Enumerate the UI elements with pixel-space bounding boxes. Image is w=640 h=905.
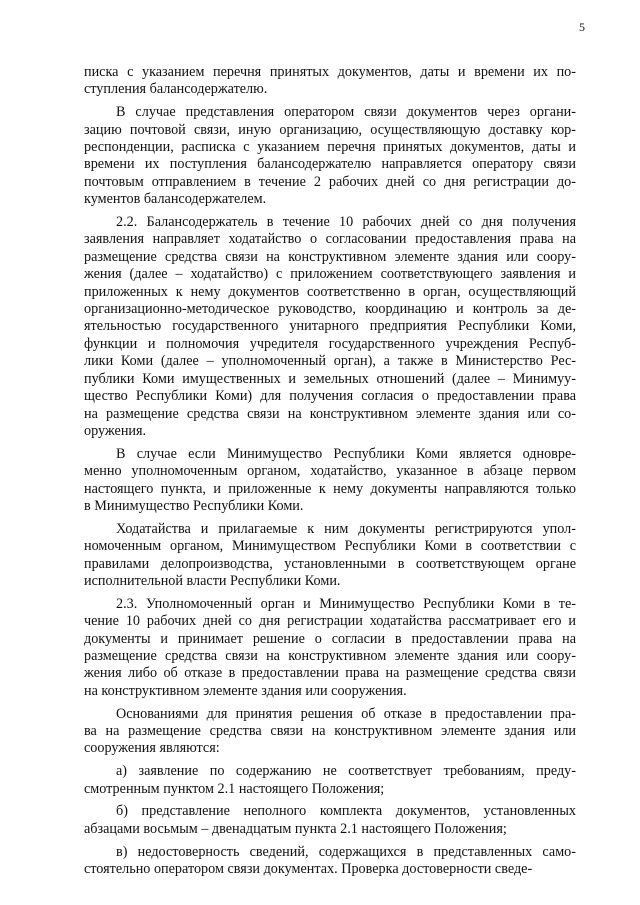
text-line: в) недостоверность сведений, содержащихся в представленных само- (116, 843, 576, 860)
text-line: документы и принимает решение о согласии в предоставлении права на (84, 630, 576, 647)
text-line: абзацами восьмым – двенадцатым пункта 2.1 настоящего Положения; (84, 820, 507, 837)
text-line: В случае представления оператором связи документов через органи- (116, 104, 576, 121)
text-line: времени их поступления балансодержателю направляется оператору связи (84, 156, 576, 173)
text-line: публики Коми имущественных и земельных отношений (далее – Минимуу- (84, 370, 576, 387)
document-body (84, 64, 576, 884)
text-line: 2.3. Уполномоченный орган и Минимущество Республики Коми в те- (116, 595, 576, 612)
text-line: ятельностью государственного унитарного предприятия Республики Коми, (84, 318, 576, 335)
text-line: размещение средства связи на конструктивном элементе здания или соору- (84, 647, 576, 664)
body-paragraph (84, 803, 576, 838)
text-line: респонденции, расписка с указанием перечня принятых документов, даты и (84, 139, 576, 156)
text-line: смотренным пунктом 2.1 настоящего Положения; (84, 780, 385, 797)
text-line: сооружения являются: (84, 740, 220, 757)
body-paragraph (84, 844, 576, 879)
text-line: на конструктивном элементе здания или сооружения. (84, 682, 407, 699)
text-line: жения либо об отказе в предоставлении права на размещение средства связи (84, 665, 576, 682)
text-line: в Минимущество Республики Коми. (84, 497, 304, 514)
body-paragraph (84, 706, 576, 758)
text-line: на размещение средства связи на конструктивном элементе здания или со- (84, 405, 576, 422)
body-paragraph (84, 446, 576, 516)
text-line: исполнительной власти Республики Коми. (84, 572, 341, 589)
text-line: а) заявление по содержанию не соответствует требованиям, преду- (116, 763, 576, 780)
text-line: Основаниями для принятия решения об отказе в предоставлении пра- (116, 705, 576, 722)
text-line: стоятельно оператором связи документах. Проверка достоверности сведе- (84, 860, 533, 877)
text-line: жения (далее – ходатайство) с приложением соответствующего заявления и (84, 266, 576, 283)
text-line: щество Республики Коми) для получения согласия о предоставлении права (84, 388, 576, 405)
text-line: б) представление неполного комплекта документов, установленных (116, 803, 576, 820)
text-line: писка с указанием перечня принятых документов, даты и времени их по- (84, 64, 576, 80)
text-line: 2.2. Балансодержатель в течение 10 рабочих дней со дня получения (116, 214, 576, 231)
body-paragraph (84, 521, 576, 591)
text-line: номоченным органом, Минимуществом Республики Коми в соответствии с (84, 538, 576, 555)
text-line: заявления направляет ходатайство о согласовании предоставления права на (84, 231, 576, 248)
text-line: функции и полномочия учредителя государственного учреждения Респуб- (84, 335, 576, 352)
text-line: оружения. (84, 422, 147, 439)
text-line: менно уполномоченным органом, ходатайство, указанное в абзаце первом (84, 463, 576, 480)
body-paragraph (84, 596, 576, 700)
text-line: кументов балансодержателем. (84, 191, 267, 208)
body-paragraph (84, 214, 576, 440)
text-line: размещение средства связи на конструктивном элементе здания или соору- (84, 248, 576, 265)
body-paragraph (84, 104, 576, 208)
text-line: ва на размещение средства связи на конструктивном элементе здания или (84, 722, 576, 739)
text-line: чение 10 рабочих дней со дня регистрации ходатайства рассматривает его и (84, 613, 576, 630)
text-line: правилами делопроизводства, установленными в соответствующем органе (84, 555, 576, 572)
page-number: 5 (579, 20, 585, 34)
body-paragraph (84, 763, 576, 798)
text-line: ступления балансодержателю. (84, 81, 268, 98)
text-line: почтовым отправлением в течение 2 рабочих дней со дня регистрации до- (84, 173, 576, 190)
text-line: В случае если Минимущество Республики Коми является одновре- (116, 445, 576, 462)
text-line: приложенных к нему документов соответственно в орган, осуществляющий (84, 283, 576, 300)
text-line: лики Коми (далее – уполномоченный орган), а также в Министерство Рес- (84, 353, 576, 370)
body-paragraph (84, 64, 576, 99)
text-line: зацию почтовой связи, иную организацию, осуществляющую доставку кор- (84, 121, 576, 138)
text-line: Ходатайства и прилагаемые к ним документы регистрируются упол- (116, 520, 576, 537)
text-line: настоящего пункта, и приложенные к нему документы направляются только (84, 480, 576, 497)
text-line: организационно-методическое руководство, координацию и контроль за де- (84, 301, 576, 318)
